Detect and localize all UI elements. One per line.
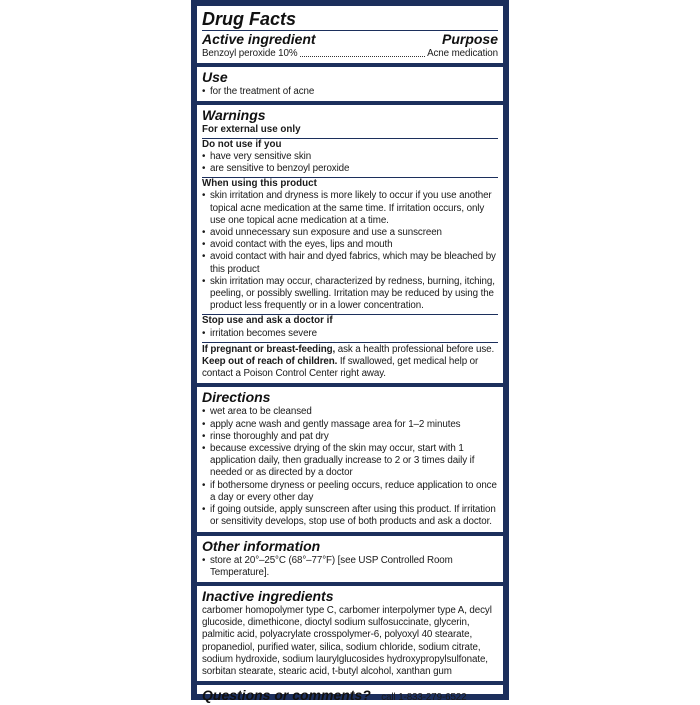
drug-facts-content [197,6,503,704]
active-purpose: Acne medication [427,48,498,59]
list-item: • skin irritation and dryness is more likely to occur if you use another topical acne medication at the same time. If irritation occurs, only use one topical acne medication at a time. [202,190,492,226]
stop-use-heading: Stop use and ask a doctor if [202,315,333,327]
list-item: • avoid contact with the eyes, lips and mouth [202,239,393,251]
list-item: • because excessive drying of the skin may occur, start with 1 application daily, then gradually increase to 2 or 3 times daily if needed or as directed by a doctor [202,443,475,479]
list-item: • avoid unnecessary sun exposure and use a sunscreen [202,227,442,239]
active-ingredient-heading: Active ingredient [202,31,316,47]
list-item: • have very sensitive skin [202,150,312,162]
keep-out-warning: Keep out of reach of children. If swallowed, get medical help or contact a Poison Control Center right away. [202,356,479,380]
other-info-heading: Other information [202,537,321,554]
list-item: • wet area to be cleansed [202,406,312,418]
use-heading: Use [202,69,228,86]
list-item: • if going outside, apply sunscreen after using this product. If irritation or sensitivity develops, stop use of both products and ask a doctor. [202,504,496,528]
inactive-ingredients-text: carbomer homopolymer type C, carbomer interpolymer type A, decyl glucoside, dimethicone, dioctyl sodium sulfosuccinate, glycerin, palmitic acid, polyacrylate crosspolymer-6, polyoxyl 40 stearate, propanediol, purified water, silica, sodium chloride, sodium citrate, sodium hydroxide, sodium laurylglucosides hydroxypropylsulfonate, sorbitan stearate, stearic acid, t-butyl alcohol, xanthan gum [202,604,492,677]
list-item: • irritation becomes severe [202,327,317,339]
questions-heading: Questions or comments? [202,687,371,704]
list-item: • if bothersome dryness or peeling occurs, reduce application to once a day or every other day [202,479,497,503]
list-item: • store at 20°–25°C (68°–77°F) [see USP Controlled Room Temperature]. [202,554,453,578]
external-use-text: For external use only [202,124,301,136]
use-item: • for the treatment of acne [202,86,315,98]
list-item: • skin irritation may occur, characterized by redness, burning, itching, peeling, or possibly swelling. Irritation may be reduced by using the product less frequently or in a lower concentration. [202,275,495,312]
purpose-heading: Purpose [441,31,498,47]
pregnant-warning: If pregnant or breast-feeding, ask a health professional before use. [202,343,495,355]
drug-facts-title: Drug Facts [202,9,297,29]
when-using-heading: When using this product [202,178,317,190]
drug-facts-panel [191,0,509,704]
inactive-ingredients-heading: Inactive ingredients [202,587,334,604]
warnings-heading: Warnings [202,107,266,124]
do-not-use-heading: Do not use if you [202,138,282,150]
phone-number: call 1-833-279-6522 [381,692,467,704]
list-item: • apply acne wash and gently massage area for 1–2 minutes [202,418,461,430]
active-ingredient: Benzoyl peroxide 10% [202,48,298,59]
directions-heading: Directions [202,389,271,406]
list-item: • avoid contact with hair and dyed fabrics, which may be bleached by this product [202,251,496,275]
list-item: • are sensitive to benzoyl peroxide [202,163,350,175]
list-item: • rinse thoroughly and pat dry [202,430,329,442]
dot-leader [300,56,426,57]
